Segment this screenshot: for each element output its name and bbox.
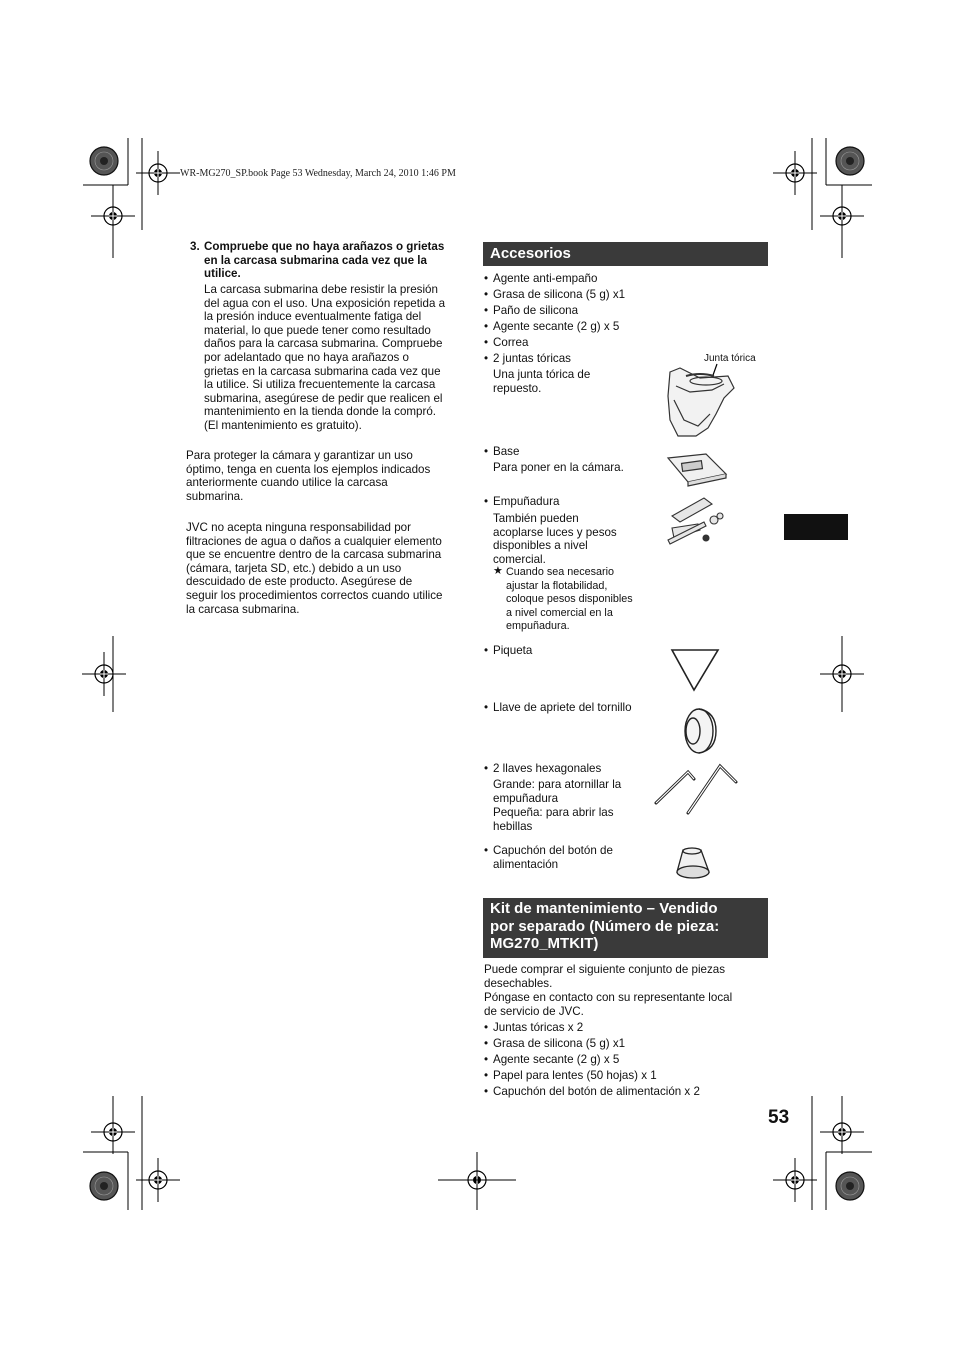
body-line: descuidado de este producto. Asegúrese de bbox=[186, 575, 413, 589]
description-line: acoplarse luces y pesos bbox=[493, 525, 617, 539]
body-line: La carcasa submarina debe resistir la presión bbox=[204, 283, 438, 296]
bullet: • bbox=[484, 701, 489, 714]
step-title-line: en la carcasa submarina cada vez que la bbox=[204, 253, 427, 267]
note-line: empuñadura. bbox=[506, 620, 570, 633]
heading-line: MG270_MTKIT) bbox=[490, 935, 599, 952]
body-line: daños para la carcasa submarina. Compruebe bbox=[204, 337, 443, 351]
description-line: Para poner en la cámara. bbox=[493, 461, 624, 474]
page-number: 53 bbox=[768, 1107, 790, 1128]
body-line: mantenimiento en la tienda donde la compró. bbox=[204, 405, 437, 419]
heading-line: Kit de mantenimiento – Vendido bbox=[490, 900, 718, 917]
description-line: Pequeña: para abrir las bbox=[493, 806, 614, 820]
body-line: la presión induce eventualmente fatiga del bbox=[204, 310, 422, 324]
item-label: 2 juntas tóricas bbox=[493, 352, 571, 365]
note-line: Cuando sea necesario bbox=[506, 566, 615, 578]
note-line: coloque pesos disponibles bbox=[506, 593, 633, 606]
chapter-tab bbox=[784, 514, 848, 540]
description-line: También pueden bbox=[493, 512, 579, 525]
item-label: Base bbox=[493, 445, 520, 458]
bullet: • bbox=[484, 1069, 489, 1082]
step-title-line: Compruebe que no haya arañazos o grietas bbox=[204, 240, 445, 253]
item-label: Grasa de silicona (5 g) x1 bbox=[493, 288, 626, 301]
body-line: Póngase en contacto con su representante local bbox=[484, 991, 733, 1005]
body-line: submarina. bbox=[186, 489, 244, 503]
bullet: • bbox=[484, 1037, 489, 1050]
bullet: • bbox=[484, 644, 489, 657]
description-line: Grande: para atornillar la bbox=[493, 778, 622, 791]
body-line: JVC no acepta ninguna responsabilidad por bbox=[186, 521, 411, 534]
body-line: de servicio de JVC. bbox=[484, 1004, 584, 1018]
print-info: WR-MG270_SP.book Page 53 Wednesday, March 24, 2010 1:46 PM bbox=[180, 168, 456, 179]
item-label: Paño de silicona bbox=[493, 304, 579, 317]
hex-keys-icon bbox=[656, 766, 736, 813]
kit-intro bbox=[484, 963, 774, 1018]
body-line: la utilice. Si utiliza frecuentemente la carcasa bbox=[204, 378, 436, 392]
bullet: • bbox=[484, 495, 489, 508]
bullet: • bbox=[484, 352, 489, 365]
item-label: Capuchón del botón de alimentación x 2 bbox=[493, 1085, 700, 1098]
body-line: óptimo, tenga en cuenta los ejemplos indicados bbox=[186, 462, 431, 476]
item-label: Agente secante (2 g) x 5 bbox=[493, 320, 620, 333]
section-heading-accesorios: Accesorios bbox=[483, 242, 768, 266]
item-label: Agente secante (2 g) x 5 bbox=[493, 1053, 620, 1066]
bullet: • bbox=[484, 844, 489, 857]
body-line: del agua con el uso. Una exposición repetida a bbox=[204, 296, 446, 310]
body-line: submarina, asegúrese de pedir que realicen el bbox=[204, 391, 443, 405]
star-icon: ★ bbox=[493, 565, 503, 577]
body-line: material, lo que puede tener como resultado bbox=[204, 323, 431, 337]
item-label: Llave de apriete del tornillo bbox=[493, 701, 632, 714]
body-line: desechables. bbox=[484, 976, 553, 990]
description-line: empuñadura bbox=[493, 791, 559, 805]
bullet: • bbox=[484, 288, 489, 301]
item-label: Capuchón del botón de bbox=[493, 844, 613, 857]
body-line: Para proteger la cámara y garantizar un uso bbox=[186, 449, 413, 462]
body-line: Puede comprar el siguiente conjunto de piezas bbox=[484, 963, 726, 976]
section-heading-kit bbox=[483, 898, 768, 958]
bullet: • bbox=[484, 336, 489, 349]
heading-line: por separado (Número de pieza: bbox=[490, 917, 720, 935]
body-line: (El mantenimiento es gratuito). bbox=[204, 418, 362, 432]
item-label: Juntas tóricas x 2 bbox=[493, 1021, 584, 1034]
bullet: • bbox=[484, 272, 489, 285]
o-ring-housing-icon bbox=[668, 364, 734, 436]
step-number: 3. bbox=[190, 240, 200, 253]
screw-wrench-icon bbox=[685, 709, 716, 753]
item-label: Correa bbox=[493, 336, 529, 349]
item-description: alimentación bbox=[493, 858, 559, 871]
note-line: ajustar la flotabilidad, bbox=[506, 579, 608, 592]
grip-icon bbox=[668, 498, 723, 544]
callout-label: Junta tórica bbox=[704, 353, 756, 364]
note-line: a nivel comercial en la bbox=[506, 606, 613, 619]
button-cap-icon bbox=[677, 848, 709, 878]
body-line: seguir los procedimientos correctos cuando utilice bbox=[186, 588, 443, 602]
body-line: grietas en la carcasa submarina cada vez que bbox=[204, 364, 441, 378]
step-title-line: utilice. bbox=[204, 267, 241, 281]
base-plate-icon bbox=[668, 454, 726, 486]
item-label: Papel para lentes (50 hojas) x 1 bbox=[493, 1069, 657, 1082]
body-line: que se encuentre dentro de la carcasa submarina bbox=[186, 548, 442, 562]
description-line: comercial. bbox=[493, 552, 546, 566]
stake-icon bbox=[672, 650, 718, 690]
description-line: hebillas bbox=[493, 819, 533, 833]
body-line: filtraciones de agua o daños a cualquier elemento bbox=[186, 534, 442, 548]
bullet: • bbox=[484, 320, 489, 333]
bullet: • bbox=[484, 1021, 489, 1034]
item-label: Agente anti-empaño bbox=[493, 272, 598, 285]
description-line: Una junta tórica de bbox=[493, 368, 591, 381]
bullet: • bbox=[484, 304, 489, 317]
body-line: la carcasa submarina. bbox=[186, 602, 300, 616]
body-line: por adelantado que no haya arañazos o bbox=[204, 350, 409, 364]
item-label: Empuñadura bbox=[493, 495, 560, 508]
bullet: • bbox=[484, 762, 489, 775]
bullet: • bbox=[484, 1085, 489, 1098]
bullet: • bbox=[484, 1053, 489, 1066]
item-label: Grasa de silicona (5 g) x1 bbox=[493, 1037, 626, 1050]
body-line: anteriormente cuando utilice la carcasa bbox=[186, 476, 388, 490]
description-line: repuesto. bbox=[493, 381, 542, 395]
item-label: Piqueta bbox=[493, 644, 533, 657]
item-label: 2 llaves hexagonales bbox=[493, 762, 602, 775]
bullet: • bbox=[484, 445, 489, 458]
description-line: disponibles a nivel bbox=[493, 539, 588, 553]
body-line: (cámara, tarjeta SD, etc.) debido a un uso bbox=[186, 561, 402, 575]
